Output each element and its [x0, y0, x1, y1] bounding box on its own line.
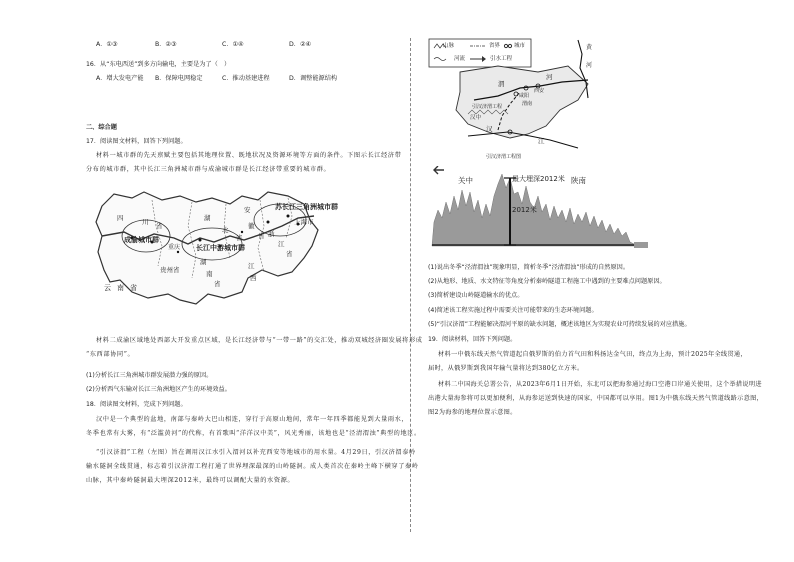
section-title: 二、综合题 — [86, 124, 117, 131]
q16-option-c: C．推动基建进程 — [222, 75, 270, 82]
map1-label-yangtze-delta: 苏长江三角洲城市群 — [275, 203, 338, 211]
map1-label-hu2: 湖 — [200, 258, 207, 266]
profile-top-label: 最大埋深2012米 — [512, 175, 565, 183]
map2-caption: 引汉济渭工程图 — [486, 154, 522, 160]
map2-label-weinan: 渭南 — [522, 101, 533, 107]
map1-label-xi: 西 — [250, 274, 257, 282]
q19-material-line-2: 届时，从俄罗斯到我国年输气量将达到380亿立方米。 — [428, 365, 584, 372]
map1-label-an: 安 — [244, 206, 251, 214]
q17-question-2: (2)分析西气东输对长江三角洲地区产生的环境效益。 — [86, 386, 231, 393]
map1-label-shanghai: 上海市 — [294, 218, 314, 226]
map1-label-sheng5: 省 — [214, 280, 221, 288]
legend-diversion: 引水工程 — [490, 56, 513, 62]
map2-label-han: 汉 — [486, 125, 493, 133]
profile-left-label: 关中 — [458, 176, 473, 185]
q17-material-line-1: 材料一城市群的先天禀赋主要包括其地理位置、既地状况及资源环境等方面的条件。下图示长江经济带 — [96, 152, 402, 159]
q16-stem: 16．从“东电西送”到多方向输电，主要是为了（ ） — [86, 61, 231, 68]
q16-option-a: A．增大发电产能 — [96, 75, 144, 82]
map1-label-sheng4: 省 — [286, 250, 293, 258]
map1-label-sheng3: 省 — [258, 232, 265, 240]
q19-stem: 19．阅读材料，回答下列问题。 — [428, 336, 517, 343]
map1-label-sheng: 省 — [156, 222, 163, 230]
q18-question-2: (2)从地形、地质、水文特征等角度分析秦岭隧道工程施工中遇到的主要难点问题原因。 — [428, 278, 666, 285]
profile-depth-label: 2012米 — [512, 206, 537, 214]
map2-label-huang: 黄 — [586, 44, 593, 51]
q18-material-line-5: 山脉，其中秦岭隧洞最大埋深2012米，最终可以调配大量的水资源。 — [86, 477, 295, 484]
q19-material-line-3: 材料二中国海关总署公告，从2023年6月1日开始，东北可以把海参通过海口空港口岸通关使用，这个举措说明进 — [438, 381, 762, 388]
map1-label-chengyu: 成渝城市群 — [124, 236, 159, 244]
q18-question-4: (4)简述该工程实施过程中需要关注可能带来的生态环境问题。 — [428, 307, 598, 314]
q17-question-1: (1)分析长江三角洲城市群发展潜力强的原因。 — [86, 372, 213, 379]
legend-city: 城市 — [514, 43, 526, 49]
legend-province-border: 省界 — [489, 43, 501, 49]
map1-label-chuan: 川 — [142, 218, 149, 226]
q19-material-line-5: 图2为海参的地理位置示意图。 — [428, 409, 517, 416]
q18-stem: 18．阅读图文材料，完成下列问题。 — [86, 401, 187, 408]
q15-option-d: D．②④ — [289, 41, 312, 48]
map1-label-si: 四 — [117, 214, 124, 222]
map1-label-jiang2: 江 — [248, 262, 255, 270]
map2-label-project: 引汉济渭工程 — [472, 104, 503, 110]
map1-label-chongqing: 重庆 — [168, 244, 181, 251]
map2-label-hanzhong: 汉中 — [470, 115, 482, 121]
map1-label-nan: 南 — [206, 270, 213, 278]
legend-river: 河流 — [454, 56, 466, 62]
map1-label-sheng2: 省 — [236, 234, 243, 242]
q18-question-5: (5)“引汉济渭”工程能解决渭河平原的缺水问题，概述该地区为实现农业可持续发展的对应措施。 — [428, 321, 691, 328]
q18-material-line-2: 冬季也常有大雾，有“泛滥黄河”的代称，有首歌叫“洋洋汉中美”，风光秀丽，该地也是“泾清渭浊”典型的地区。 — [86, 430, 421, 437]
q18-question-1: (1)说出冬季“泾清渭浊”现象明显，简析冬季“泾清渭浊”形成的自然原因。 — [428, 264, 630, 271]
map2-label-wei: 渭 — [498, 80, 505, 88]
q15-option-c: C．①④ — [222, 41, 244, 48]
q18-question-3: (3)简析建设山岭隧道输水的优点。 — [428, 292, 524, 299]
q19-material-line-4: 出港大量海参将可以更加便利，从海参运送到快速的国家，中国都可以享用。图1为中俄东线天然气管道线路示意图， — [428, 395, 764, 402]
q16-option-d: D．调整能源结构 — [289, 75, 338, 82]
map1-label-guizhou: 贵州省 — [160, 266, 180, 274]
legend-mountain: 山脉 — [443, 43, 455, 49]
map1-label-zhe: 浙 — [268, 230, 275, 238]
map2-label-he: 河 — [586, 62, 593, 69]
map1-label-bei: 北 — [222, 226, 229, 234]
q17-material2-line-2: “东西部协同”。 — [86, 351, 135, 358]
map1-label-yunnan: 云南省 — [104, 284, 143, 292]
map1-label-hui: 徽 — [248, 222, 255, 230]
q18-material-line-1: 汉中是一个典型的盆地，南部与秦岭大巴山相连，穿行于高原山地间，常年一年四季都能见到大量雨水， — [96, 416, 409, 423]
profile-right-label: 陕南 — [571, 176, 586, 185]
map2-label-xian: 西安 — [534, 88, 545, 94]
map2-label-wei-he: 河 — [546, 73, 553, 81]
q15-option-b: B．②③ — [155, 41, 177, 48]
map1-label-middle-yangtze: 长江中游城市群 — [196, 244, 245, 252]
map2-label-jiang: 江 — [538, 137, 545, 145]
map1-label-hu: 湖 — [204, 214, 211, 222]
q15-option-a: A．①③ — [96, 41, 118, 48]
q19-material-line-1: 材料一中俄东线天然气管道起自俄罗斯的伯力首气田和科扬达金气田，终点为上海，预计2025年全线贯通， — [438, 351, 747, 358]
q18-material-line-4: 输水隧洞全线贯通，标志着引汉济渭工程打通了世界埋深最深的山岭隧洞。成人类首次在秦岭主峰下横穿了秦岭 — [86, 463, 419, 470]
q17-material2-line-1: 材料二成渝区域地处西部大开发重点区域，是长江经济带与“一带一路”的交汇处，推动双城经济圈发展将形成 — [96, 337, 423, 344]
q17-stem: 17．阅读图文材料，回答下列问题。 — [86, 138, 187, 145]
q18-material-line-3: “引汉济渭”工程（左图）旨在调用汉江水引入渭河以补充西安等地城市的用水量。4月29日，引汉济渭泰岭 — [96, 449, 416, 456]
q16-option-b: B．保障电网稳定 — [155, 75, 203, 82]
map2-label-xianyang: 咸阳 — [519, 93, 530, 99]
map1-label-jiang: 江 — [278, 240, 285, 248]
q17-material-line-2: 分布的城市群，其中长江三角洲城市群与成渝城市群是长江经济带重要的城市群。 — [86, 166, 331, 173]
